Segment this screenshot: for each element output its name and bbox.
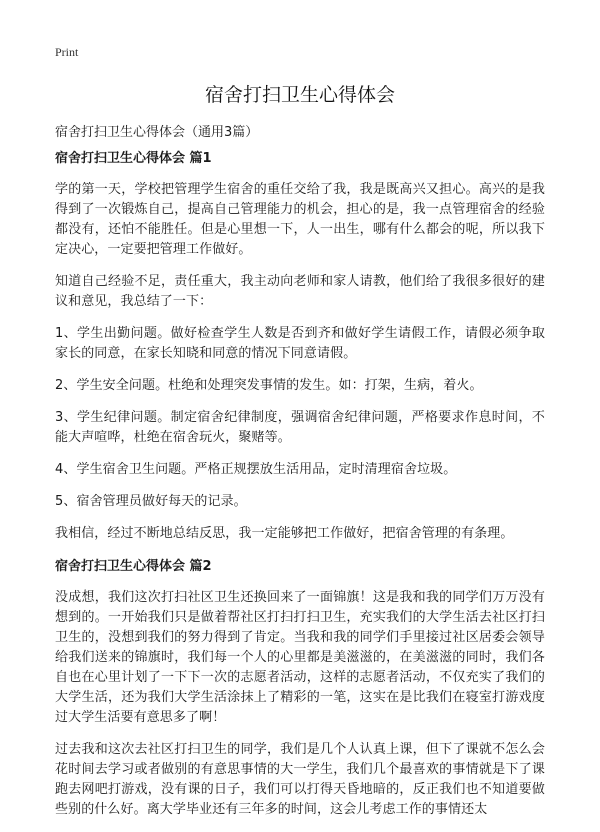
document-title: 宿舍打扫卫生心得体会: [204, 84, 395, 106]
list-item: 3、学生纪律问题。制定宿舍纪律制度，强调宿舍纪律问题，严格要求作息时间，不能大声喧哗，杜绝在宿舍玩火，聚赌等。: [55, 410, 545, 445]
document-subtitle: 宿舍打扫卫生心得体会（通用3篇）: [55, 125, 259, 140]
paragraph: 学的第一天，学校把管理学生宿舍的重任交给了我，我是既高兴又担心。高兴的是我得到了一次锻炼自己，提高自己管理能力的机会，担心的是，我一点管理宿舍的经验都没有，还怕不能胜任。但是心里想一下，人一出生，哪有什么都会的呢，所以我下定决心，一定要把管理工作做好。: [55, 182, 545, 257]
paragraph: 没成想，我们这次打扫社区卫生还换回来了一面锦旗！这是我和我的同学们万万没有想到的。一开始我们只是做着帮社区打扫打扫卫生，充实我们的大学生活去社区打扫卫生的，没想到我们的努力得到了肯定。当我和我的同学们手里接过社区居委会领导给我们送来的锦旗时，我们每一个人的心里都是美滋滋的，在美滋滋的同时，我们各自也在心里计划了一下下一次的志愿者活动，这样的志愿者活动，不仅充实了我们的大学生活，还为我们大学生活涂抹上了精彩的一笔，这实在是比我们在寝室打游戏度过大学生活要有意思多了啊！: [55, 590, 545, 725]
paragraph: 我相信，经过不断地总结反思，我一定能够把工作做好，把宿舍管理的有条理。: [55, 526, 514, 541]
print-link[interactable]: Print: [55, 45, 79, 59]
document-body: [55, 150, 545, 832]
list-item: 1、学生出勤问题。做好检查学生人数是否到齐和做好学生请假工作，请假必须争取家长的同意，在家长知晓和同意的情况下同意请假。: [55, 326, 545, 361]
list-item: 4、学生宿舍卫生问题。严格正规摆放生活用品，定时清理宿舍垃圾。: [55, 462, 457, 477]
paragraph: 过去我和这次去社区打扫卫生的同学，我们是几个人认真上课，但下了课就不怎么会花时间去学习或者做别的有意思事情的大一学生，我们几个最喜欢的事情就是下了课跑去网吧打游戏，没有课的日子，我们可以打得天昏地暗的，反正我们也不知道要做些别的什么好。离大学毕业还有三年多的时间，这会儿考虑工作的事情还太: [55, 742, 545, 817]
paragraph: 知道自己经验不足，责任重大，我主动向老师和家人请教，他们给了我很多很好的建议和意见，我总结了一下：: [55, 274, 545, 309]
section-heading: 宿舍打扫卫生心得体会 篇1: [55, 151, 212, 166]
list-item: 2、学生安全问题。杜绝和处理突发事情的发生。如：打架，生病，着火。: [55, 378, 483, 393]
section-heading: 宿舍打扫卫生心得体会 篇2: [55, 559, 212, 574]
list-item: 5、宿舍管理员做好每天的记录。: [55, 494, 247, 509]
